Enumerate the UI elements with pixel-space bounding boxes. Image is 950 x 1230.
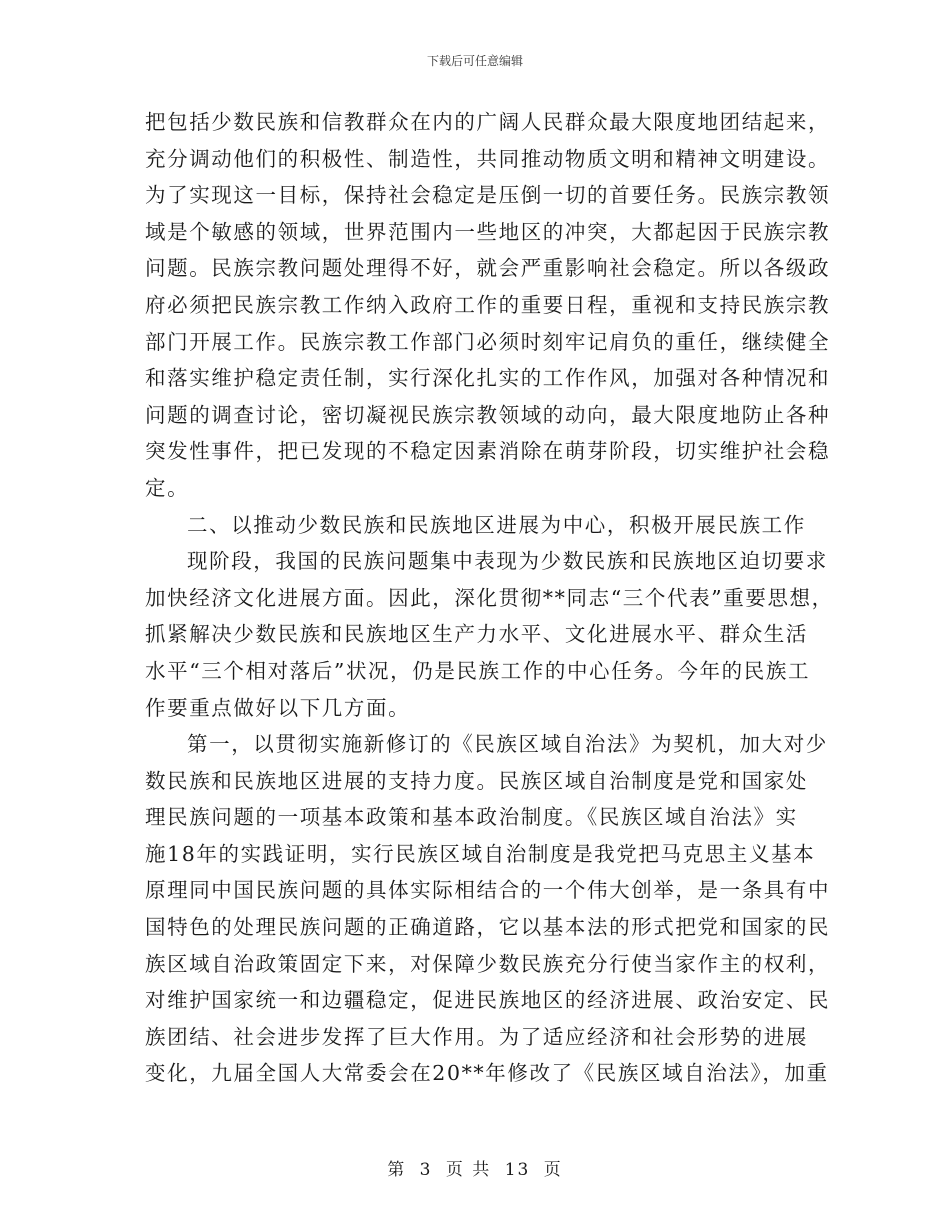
header-note: 下载后可任意编辑 [426,54,523,68]
text-line: 域是个敏感的领域，世界范围内一些地区的冲突，大都起因于民族宗教 [145,219,831,244]
page-total: 13 [504,1160,531,1180]
text-line: 水平“三个相对落后”状况，仍是民族工作的中心任务。今年的民族工 [145,658,811,683]
text-line: 部门开展工作。民族宗教工作部门必须时刻牢记肩负的重任，继续健全 [145,329,831,354]
text-line: 问题的调查讨论，密切凝视民族宗教领域的动向，最大限度地防止各种 [145,402,831,427]
text-line: 原理同中国民族问题的具体实际相结合的一个伟大创举，是一条具有中 [145,878,831,903]
document-body [145,104,834,1092]
text-line: 定。 [145,475,190,500]
text-line: 抓紧解决少数民族和民族地区生产力水平、文化进展水平、群众生活 [145,622,808,647]
text-line: 理民族问题的一项基本政策和基本政治制度。《民族区域自治法》实 [145,805,798,830]
text-line: 现阶段，我国的民族问题集中表现为少数民族和民族地区迫切要求 [187,549,828,574]
footer-suffix: 页 [543,1160,563,1180]
text-line: 施18年的实践证明，实行民族区域自治制度是我党把马克思主义基本 [145,841,816,866]
text-line: 为了实现这一目标，保持社会稳定是压倒一切的首要任务。民族宗教领 [145,183,831,208]
text-line: 对维护国家统一和边疆稳定，促进民族地区的经济进展、政治安定、民 [145,988,831,1013]
text-line: 突发性事件，把已发现的不稳定因素消除在萌芽阶段，切实维护社会稳 [145,439,831,464]
text-line: 第一，以贯彻实施新修订的《民族区域自治法》为契机，加大对少 [187,732,828,757]
text-line: 和落实维护稳定责任制，实行深化扎实的工作作风，加强对各种情况和 [145,366,831,391]
section-heading: 二、以推动少数民族和民族地区进展为中心，积极开展民族工作 [187,512,806,537]
page-number: 3 [419,1160,433,1180]
text-line: 作要重点做好以下几方面。 [145,695,411,720]
text-line: 府必须把民族宗教工作纳入政府工作的重要日程，重视和支持民族宗教 [145,292,831,317]
page-footer [0,1155,950,1180]
text-line: 变化，九届全国人大常委会在20**年修改了《民族区域自治法》，加重 [145,1061,829,1086]
footer-middle: 页 共 [445,1160,492,1180]
text-line: 把包括少数民族和信教群众在内的广阔人民群众最大限度地团结起来， [145,110,831,134]
text-line: 数民族和民族地区进展的支持力度。民族区域自治制度是党和国家处 [145,768,808,793]
text-line: 充分调动他们的积极性、制造性，共同推动物质文明和精神文明建设。 [145,146,831,171]
text-line: 族区域自治政策固定下来，对保障少数民族充分行使当家作主的权利， [145,951,831,976]
text-line: 问题。民族宗教问题处理得不好，就会严重影响社会稳定。所以各级政 [145,256,831,281]
text-line: 加快经济文化进展方面。因此，深化贯彻**同志“三个代表”重要思想， [145,585,834,610]
text-line: 族团结、社会进步发挥了巨大作用。为了适应经济和社会形势的进展 [145,1024,808,1049]
footer-prefix: 第 [387,1160,407,1180]
text-line: 国特色的处理民族问题的正确道路，它以基本法的形式把党和国家的民 [145,915,831,940]
